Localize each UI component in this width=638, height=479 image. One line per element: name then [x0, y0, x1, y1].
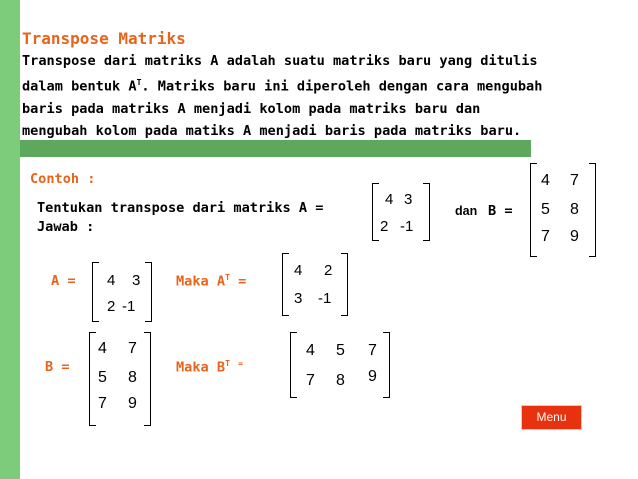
matrix-cell: 7 — [98, 395, 107, 412]
matrix-cell: -1 — [318, 290, 332, 307]
matrix-cell: 7 — [570, 172, 579, 189]
matrix-cell: 5 — [98, 369, 107, 386]
equals-sign: = — [229, 273, 247, 290]
maka-text: Maka B — [176, 359, 226, 376]
maka-at-label — [176, 273, 246, 290]
paragraph-text: mengubah kolom pada matiks A menjadi baris pada matriks baru. — [22, 122, 522, 139]
matrix-cell: 2 — [380, 218, 389, 235]
matrix-cell: 4 — [107, 272, 116, 289]
superscript-t: T — [225, 359, 230, 368]
matrix-cell: 5 — [336, 342, 345, 359]
matrix-cell: 4 — [294, 262, 303, 279]
left-sidebar-bar — [0, 0, 20, 479]
menu-button[interactable]: Menu — [521, 405, 582, 430]
matrix-cell: 4 — [541, 172, 550, 189]
matrix-cell: 2 — [324, 262, 333, 279]
matrix-cell: 8 — [570, 201, 579, 218]
dan-label: dan — [455, 204, 478, 218]
page-title: Transpose Matriks — [22, 29, 186, 48]
paragraph-text: Transpose dari matriks A adalah suatu matriks baru yang ditulis — [22, 53, 538, 69]
equals-sign: = — [238, 359, 243, 368]
paragraph-text: . Matriks baru ini diperoleh dengan cara mengubah — [141, 78, 543, 95]
divider-stripe — [20, 140, 531, 157]
matrix-cell: 8 — [336, 372, 345, 389]
maka-bt-label — [176, 359, 243, 376]
matrix-cell: 9 — [570, 228, 579, 245]
matrix-cell: 7 — [128, 340, 137, 357]
paragraph-line — [22, 72, 632, 98]
definition-paragraph — [22, 50, 632, 142]
paragraph-line — [22, 50, 632, 72]
paragraph-line — [22, 98, 632, 120]
matrix-cell: 7 — [541, 228, 550, 245]
question-matrix-b — [530, 163, 596, 257]
matrix-cell: 4 — [98, 340, 107, 357]
matrix-cell: 7 — [306, 372, 315, 389]
b-equals-label: B = — [488, 203, 513, 219]
paragraph-line — [22, 120, 632, 142]
paragraph-text: dalam bentuk A — [22, 78, 137, 95]
matrix-cell: 9 — [128, 395, 137, 412]
answer-heading: Jawab : — [37, 219, 95, 235]
matrix-cell: -1 — [400, 218, 414, 235]
example-heading: Contoh : — [30, 171, 96, 187]
matrix-cell: -1 — [122, 298, 136, 315]
question-text: Tentukan transpose dari matriks A = — [37, 200, 324, 216]
maka-text: Maka A — [176, 273, 226, 290]
superscript-t: T — [225, 273, 230, 282]
superscript-t: T — [136, 78, 142, 87]
matrix-cell: 8 — [128, 369, 137, 386]
answer-matrix-at — [282, 253, 348, 316]
matrix-cell: 9 — [368, 368, 377, 385]
answer-a-label: A = — [51, 273, 76, 289]
matrix-cell: 4 — [306, 342, 315, 359]
matrix-cell: 4 — [385, 191, 394, 208]
matrix-cell: 7 — [368, 342, 377, 359]
matrix-cell: 3 — [132, 272, 141, 289]
matrix-cell: 3 — [294, 290, 303, 307]
paragraph-text: baris pada matriks A menjadi kolom pada matriks baru dan — [22, 100, 481, 117]
matrix-cell: 3 — [404, 191, 413, 208]
matrix-cell: 2 — [107, 298, 116, 315]
answer-b-label: B = — [45, 359, 70, 375]
matrix-cell: 5 — [541, 201, 550, 218]
